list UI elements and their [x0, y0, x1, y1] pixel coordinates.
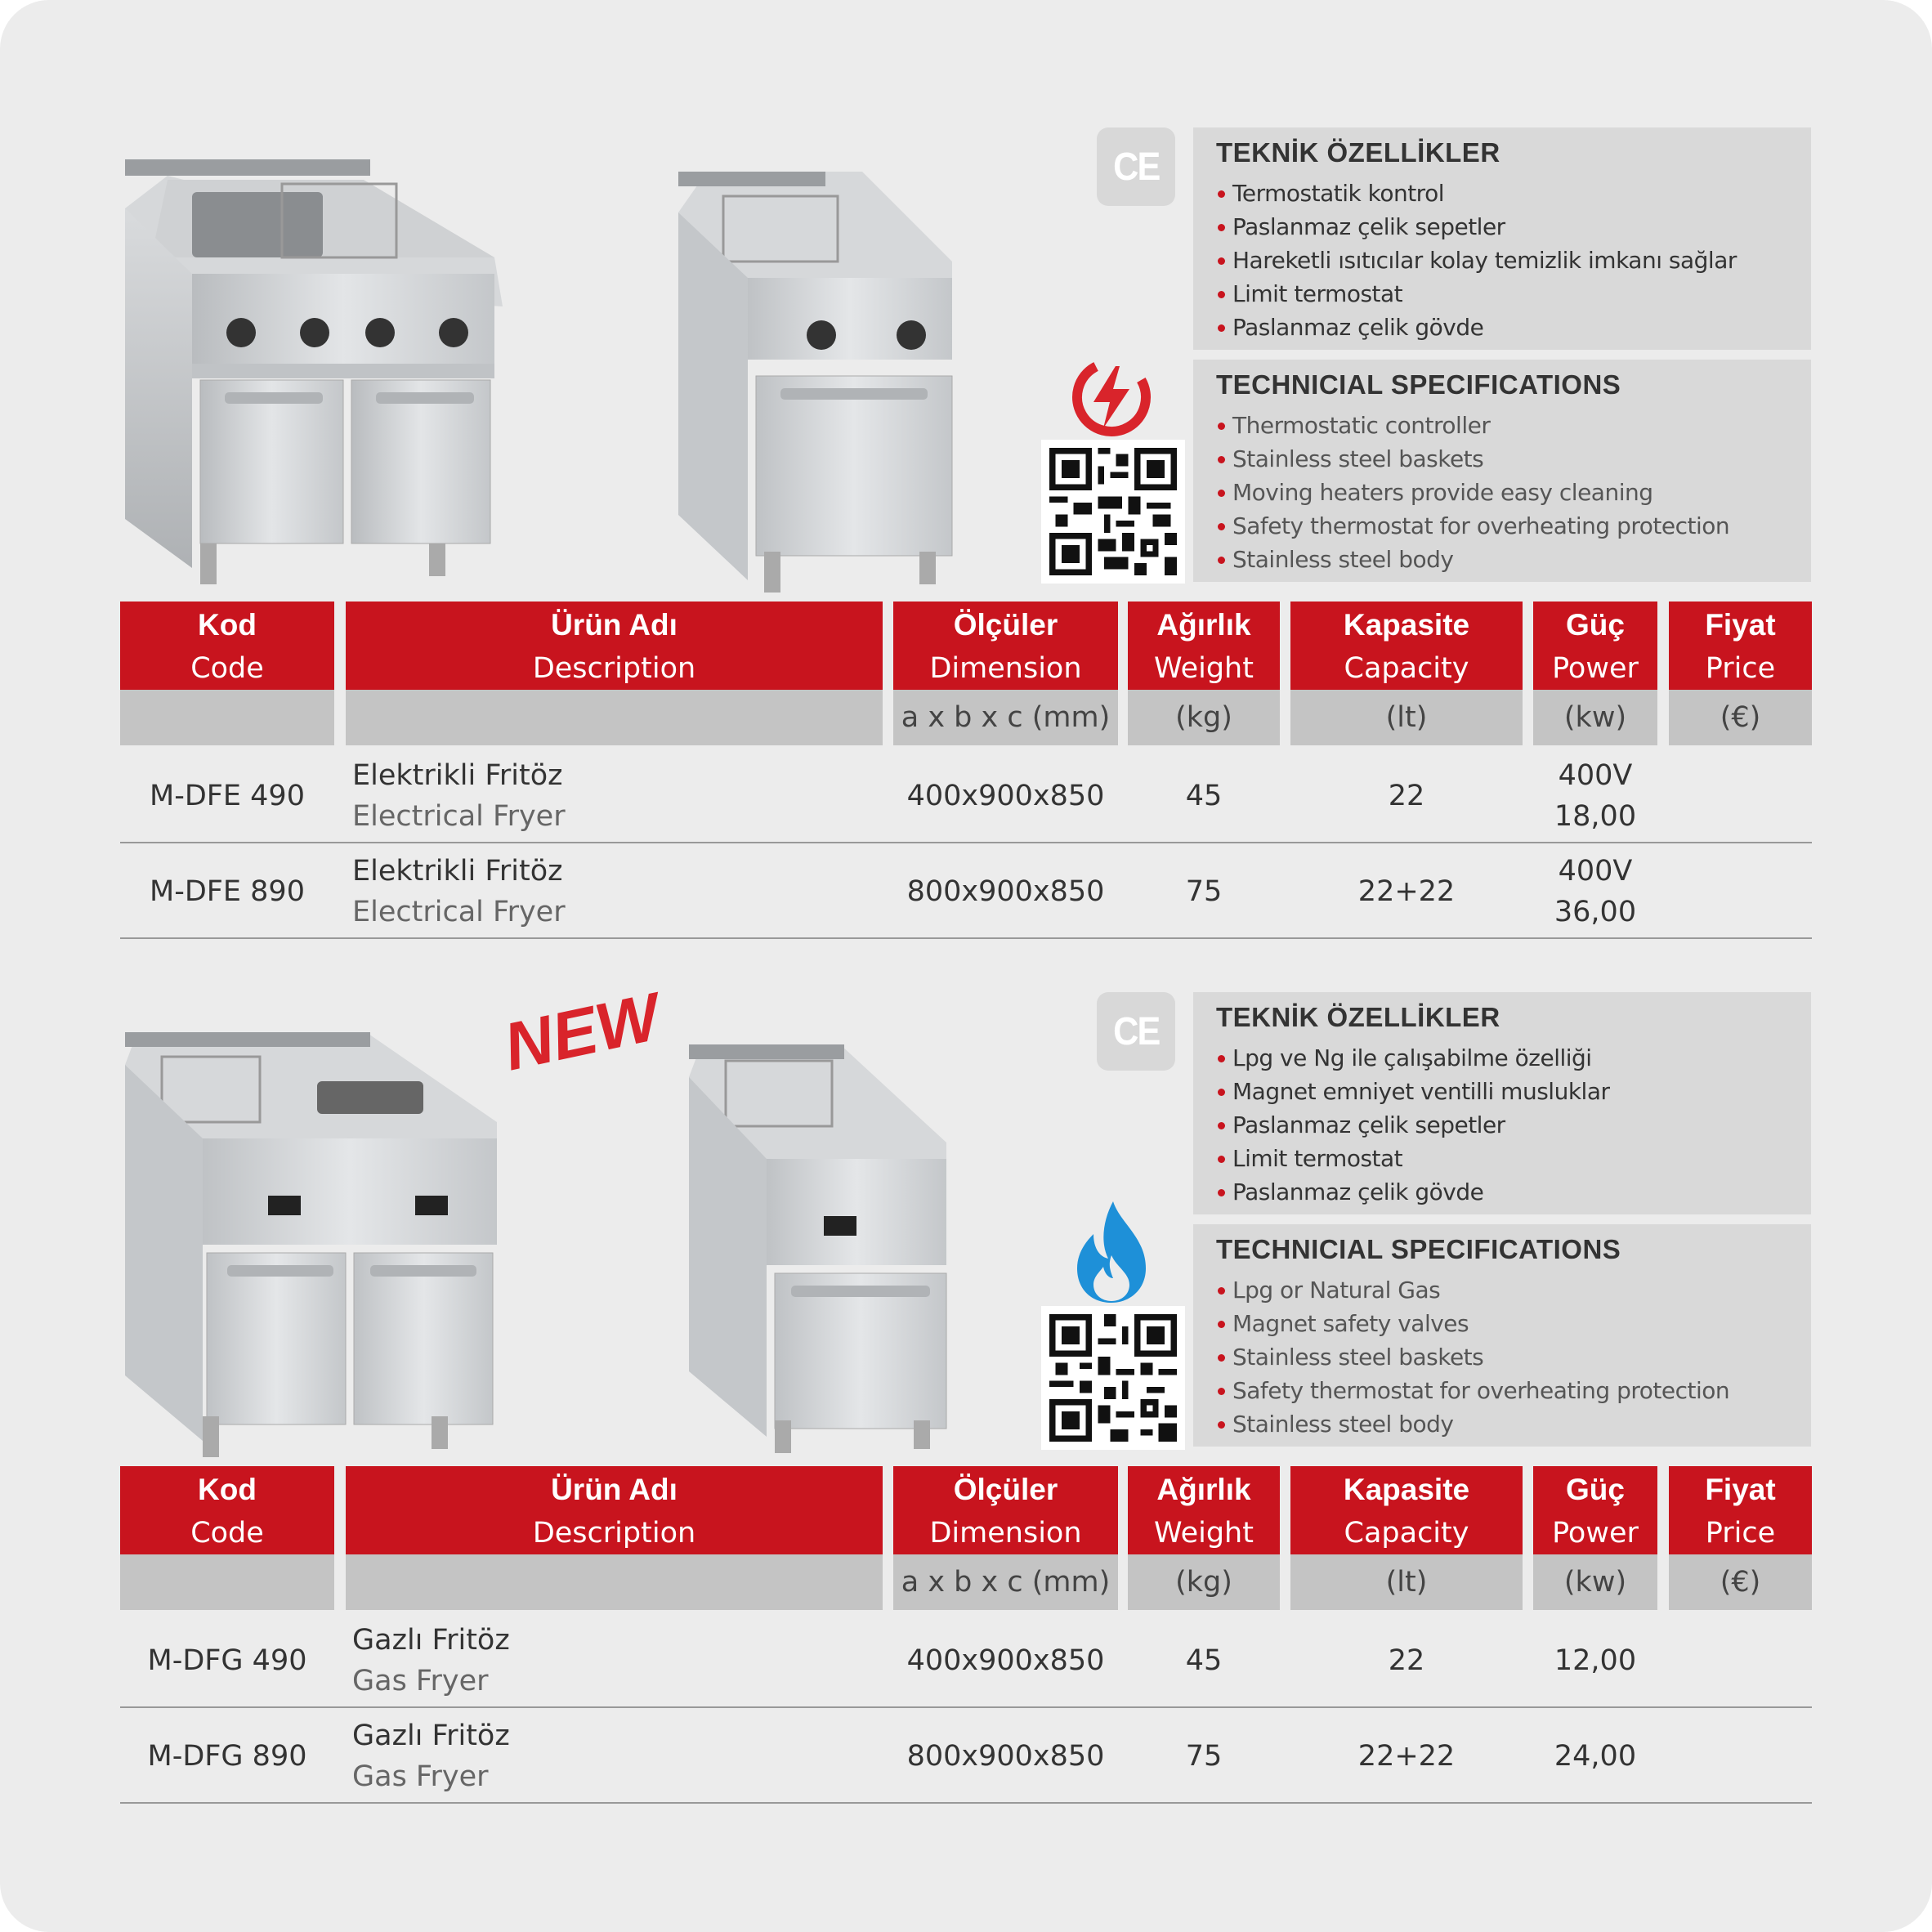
- cell-description: Elektrikli Fritöz Electrical Fryer: [352, 855, 566, 928]
- spec-item: Safety thermostat for overheating protection: [1216, 1374, 1788, 1407]
- table-row[interactable]: [120, 1709, 1812, 1804]
- spec-item: Magnet emniyet ventilli musluklar: [1216, 1075, 1788, 1108]
- header-weight: Ağırlık Weight: [1128, 602, 1280, 690]
- spec-item: Paslanmaz çelik gövde: [1216, 311, 1788, 344]
- spec-title-tr: TEKNİK ÖZELLİKLER: [1216, 137, 1500, 168]
- spec-item: Stainless steel body: [1216, 1407, 1788, 1441]
- cell-description: Elektrikli Fritöz Electrical Fryer: [352, 759, 566, 833]
- unit-weight: (kg): [1128, 690, 1280, 745]
- cell-price: [1669, 749, 1812, 843]
- spec-item: Lpg ve Ng ile çalışabilme özelliği: [1216, 1041, 1788, 1075]
- table-row[interactable]: [120, 749, 1812, 843]
- double-electric-fryer-image: [119, 159, 511, 593]
- technical-specs-en: [1193, 360, 1811, 582]
- cell-power: 24,00: [1554, 1740, 1637, 1773]
- header-capacity: Kapasite Capacity: [1290, 1466, 1523, 1554]
- header-dimension: Ölçüler Dimension: [893, 1466, 1118, 1554]
- header-description: Ürün Adı Description: [346, 602, 883, 690]
- unit-power: (kw): [1533, 1554, 1657, 1610]
- cell-description: Gazlı Fritöz Gas Fryer: [352, 1624, 510, 1697]
- cell-dimension: 400x900x850: [906, 1644, 1105, 1677]
- spec-item: Magnet safety valves: [1216, 1307, 1788, 1340]
- new-label: NEW: [497, 979, 666, 1085]
- cell-capacity: 22: [1388, 1644, 1425, 1677]
- cell-code: M-DFE 890: [150, 875, 305, 908]
- qr-code-icon[interactable]: [1041, 1306, 1185, 1450]
- header-price: Fiyat Price: [1669, 1466, 1812, 1554]
- cell-capacity: 22+22: [1357, 875, 1456, 908]
- cell-price: [1669, 844, 1812, 939]
- unit-power: (kw): [1533, 690, 1657, 745]
- cell-dimension: 800x900x850: [906, 1740, 1105, 1773]
- unit-description: [346, 1554, 883, 1610]
- spec-item: Moving heaters provide easy cleaning: [1216, 476, 1788, 509]
- header-code: Kod Code: [120, 602, 334, 690]
- spec-item: Hareketli ısıtıcılar kolay temizlik imkanı sağlar: [1216, 244, 1788, 277]
- ce-mark-icon: CE: [1097, 992, 1175, 1071]
- spec-item: Thermostatic controller: [1216, 409, 1788, 442]
- unit-capacity: (lt): [1290, 690, 1523, 745]
- cell-weight: 75: [1185, 1740, 1223, 1773]
- cell-weight: 45: [1185, 1644, 1223, 1677]
- spec-item: Limit termostat: [1216, 277, 1788, 311]
- header-dimension: Ölçüler Dimension: [893, 602, 1118, 690]
- unit-dimension: a x b x c (mm): [893, 1554, 1118, 1610]
- header-description: Ürün Adı Description: [346, 1466, 883, 1554]
- spec-item: Paslanmaz çelik sepetler: [1216, 210, 1788, 244]
- spec-item: Paslanmaz çelik gövde: [1216, 1175, 1788, 1209]
- table-row[interactable]: [120, 844, 1812, 939]
- unit-capacity: (lt): [1290, 1554, 1523, 1610]
- cell-price: [1669, 1709, 1812, 1804]
- unit-description: [346, 690, 883, 745]
- header-weight: Ağırlık Weight: [1128, 1466, 1280, 1554]
- spec-item: Paslanmaz çelik sepetler: [1216, 1108, 1788, 1142]
- cell-description: Gazlı Fritöz Gas Fryer: [352, 1720, 510, 1793]
- cell-dimension: 800x900x850: [906, 875, 1105, 908]
- technical-specs-tr: [1193, 992, 1811, 1214]
- unit-code: [120, 1554, 334, 1610]
- cell-code: M-DFG 890: [147, 1740, 307, 1773]
- spec-item: Stainless steel baskets: [1216, 1340, 1788, 1374]
- unit-code: [120, 690, 334, 745]
- spec-item: Stainless steel baskets: [1216, 442, 1788, 476]
- spec-item: Safety thermostat for overheating protection: [1216, 509, 1788, 543]
- header-power: Güç Power: [1533, 1466, 1657, 1554]
- header-capacity: Kapasite Capacity: [1290, 602, 1523, 690]
- cell-power: 400V 18,00: [1554, 759, 1637, 833]
- technical-specs-tr: [1193, 127, 1811, 350]
- cell-power: 400V 36,00: [1554, 855, 1637, 928]
- cell-power: 12,00: [1554, 1644, 1637, 1677]
- electric-plug-icon: [1071, 356, 1152, 438]
- spec-item: Termostatik kontrol: [1216, 177, 1788, 210]
- gas-flame-icon: [1071, 1198, 1152, 1304]
- cell-weight: 75: [1185, 875, 1223, 908]
- header-price: Fiyat Price: [1669, 602, 1812, 690]
- unit-dimension: a x b x c (mm): [893, 690, 1118, 745]
- cell-capacity: 22: [1388, 780, 1425, 812]
- single-electric-fryer-image: [674, 172, 952, 597]
- unit-price: (€): [1669, 1554, 1812, 1610]
- header-code: Kod Code: [120, 1466, 334, 1554]
- cell-code: M-DFG 490: [147, 1644, 307, 1677]
- unit-price: (€): [1669, 690, 1812, 745]
- spec-title-en: TECHNICIAL SPECIFICATIONS: [1216, 1234, 1621, 1264]
- spec-item: Lpg or Natural Gas: [1216, 1273, 1788, 1307]
- spec-title-en: TECHNICIAL SPECIFICATIONS: [1216, 369, 1621, 400]
- cell-capacity: 22+22: [1357, 1740, 1456, 1773]
- header-power: Güç Power: [1533, 602, 1657, 690]
- ce-mark-icon: CE: [1097, 127, 1175, 206]
- spec-title-tr: TEKNİK ÖZELLİKLER: [1216, 1002, 1500, 1032]
- single-gas-fryer-image: [685, 1044, 946, 1453]
- new-badge: [494, 979, 666, 1085]
- cell-weight: 45: [1185, 780, 1223, 812]
- qr-code-icon[interactable]: [1041, 440, 1185, 584]
- double-gas-fryer-image: [121, 1032, 505, 1457]
- cell-code: M-DFE 490: [150, 780, 305, 812]
- technical-specs-en: [1193, 1224, 1811, 1447]
- cell-price: [1669, 1613, 1812, 1708]
- cell-dimension: 400x900x850: [906, 780, 1105, 812]
- spec-item: Limit termostat: [1216, 1142, 1788, 1175]
- table-row[interactable]: [120, 1613, 1812, 1708]
- spec-item: Stainless steel body: [1216, 543, 1788, 576]
- unit-weight: (kg): [1128, 1554, 1280, 1610]
